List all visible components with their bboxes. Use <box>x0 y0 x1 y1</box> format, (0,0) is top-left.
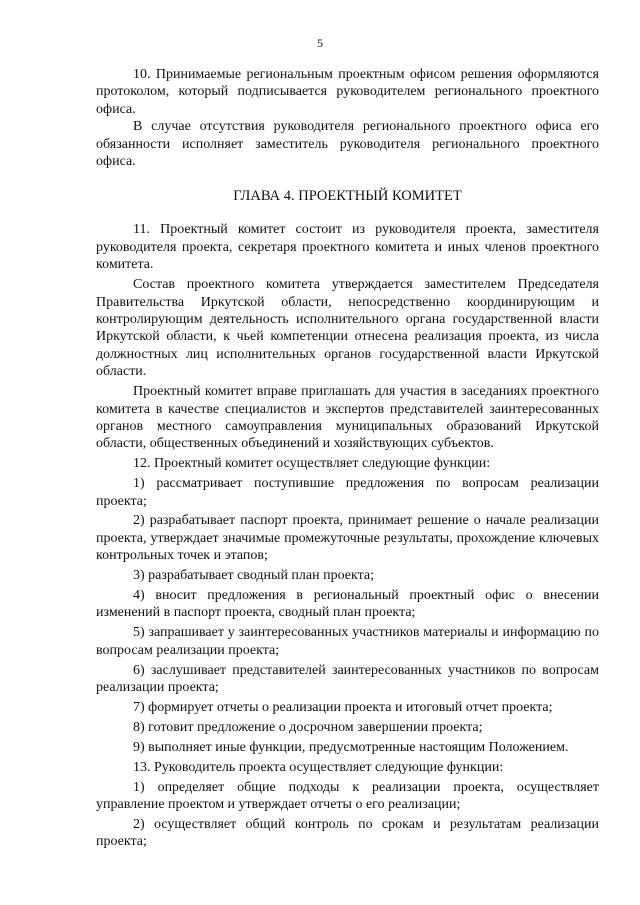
list-item: 4) вносит предложения в региональный проектный офис о внесении изменений в паспорт проекта, сводный план проекта; <box>96 588 599 621</box>
list-item: 5) запрашивает у заинтересованных участников материалы и информацию по вопросам реализации проекта; <box>96 625 599 658</box>
paragraph: 13. Руководитель проекта осуществляет следующие функции: <box>133 759 504 775</box>
list-item: 7) формирует отчеты о реализации проекта и итоговый отчет проекта; <box>133 700 553 715</box>
paragraph: Проектный комитет вправе приглашать для участия в заседаниях проектного комитета в качестве специалистов и экспертов представителей заинтересованных органов местного самоуправления муниципальных образований Иркутской области, общественных объединений и хозяйствующих субъектов. <box>96 384 599 452</box>
paragraph: 10. Принимаемые региональным проектным офисом решения оформляются протоколом, который подписывается руководителем регионального проектного офиса. <box>96 67 599 117</box>
paragraph: 12. Проектный комитет осуществляет следующие функции: <box>133 456 491 472</box>
paragraph: Состав проектного комитета утверждается заместителем Председателя Правительства Иркутской области, непосредственно координирующим и контролирующим деятельность исполнительного органа государственной власти Иркутской области, к чьей компетенции отнесена реализация проекта, из числа должностных лиц исполнительных органов государственной власти Иркутской области. <box>96 277 599 380</box>
page-number: 5 <box>317 36 323 50</box>
list-item: 2) осуществляет общий контроль по срокам и результатам реализации проекта; <box>96 816 599 850</box>
document-body <box>96 66 599 853</box>
list-item: 6) заслушивает представителей заинтересованных участников по вопросам реализации проекта; <box>96 662 599 696</box>
list-item: 9) выполняет иные функции, предусмотренные настоящим Положением. <box>133 739 569 755</box>
paragraph: В случае отсутствия руководителя регионального проектного офиса его обязанности исполняет заместитель руководителя регионального проектного офиса. <box>96 119 599 170</box>
paragraph: 11. Проектный комитет состоит из руководителя проекта, заместителя руководителя проекта, секретаря проектного комитета и иных членов проектного комитета. <box>96 222 599 273</box>
list-item: 1) определяет общие подходы к реализации проекта, осуществляет управление проектом и утверждает отчеты о его реализации; <box>96 779 599 813</box>
chapter-title: ГЛАВА 4. ПРОЕКТНЫЙ КОМИТЕТ <box>233 188 462 205</box>
list-item: 1) рассматривает поступившие предложения по вопросам реализации проекта; <box>96 476 599 509</box>
list-item: 3) разрабатывает сводный план проекта; <box>133 568 375 584</box>
list-item: 2) разрабатывает паспорт проекта, принимает решение о начале реализации проекта, утверждает значимые промежуточные результаты, прохождение ключевых контрольных точек и этапов; <box>96 513 599 564</box>
list-item: 8) готовит предложение о досрочном завершении проекта; <box>133 719 483 735</box>
